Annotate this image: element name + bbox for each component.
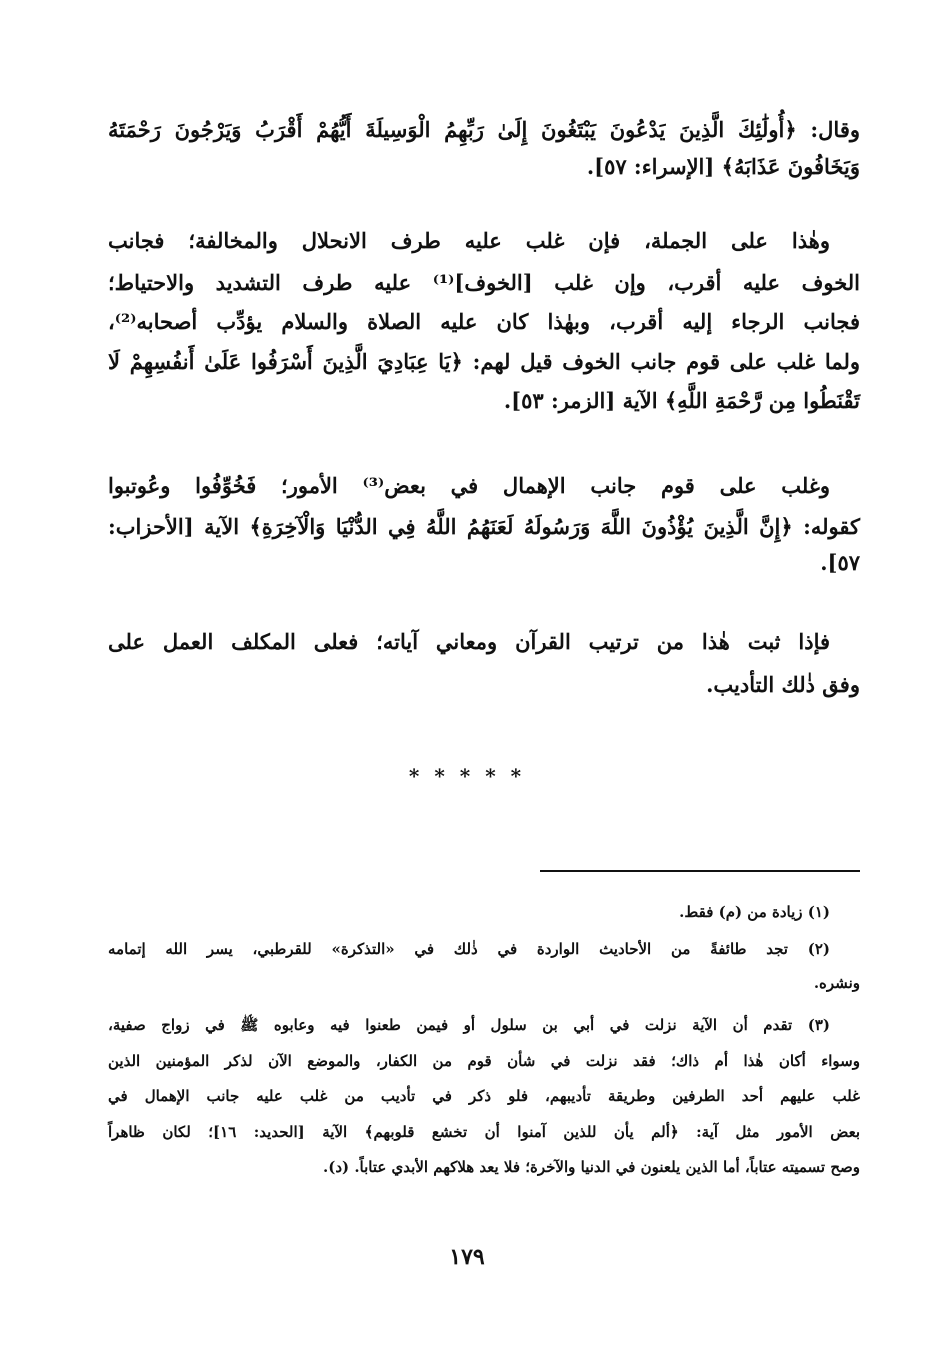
text-line: وقال: ﴿أُولَٰئِكَ الَّذِينَ يَدْعُونَ يَبْتَغُونَ إِلَىٰ رَبِّهِمُ الْوَسِيلَةَ أَيُّهُمْ أَقْرَبُ وَيَرْجُونَ رَحْمَتَهُ xyxy=(108,117,860,142)
page-number: ١٧٩ xyxy=(449,1244,485,1270)
footnote-line: (١) زيادة من (م) فقط. xyxy=(679,903,830,921)
footnote-line: وسواء أكان هٰذا أم ذاك؛ فقد نزلت في شأن قوم من الكفار، والموضع الآن لذكر المؤمنين الذين xyxy=(108,1052,860,1070)
text-line: فإذا ثبت هٰذا من ترتيب القرآن ومعاني آياته؛ فعلى المكلف العمل على xyxy=(108,629,830,654)
text-line: وَيَخَافُونَ عَذَابَهُ﴾ [الإسراء: ٥٧]. xyxy=(586,154,860,179)
footnote-line: غلب عليهم أحد الطرفين وطريقة تأديبهم، فلو ذكر في تأديب من غلب عليه جانب الإهمال في xyxy=(108,1087,860,1105)
footnote-line: وصح تسميته عتاباً، أما الذين يلعنون في الدنيا والآخرة؛ فلا يعد هلاكهم الأبدي عتاباً. (د). xyxy=(323,1158,860,1176)
footnote-divider xyxy=(540,870,860,872)
text-line: وهٰذا على الجملة، فإن غلب عليه طرف الانحلال والمخالفة؛ فجانب xyxy=(108,228,830,253)
text-line: كقوله: ﴿إِنَّ الَّذِينَ يُؤْذُونَ اللَّهَ وَرَسُولَهُ لَعَنَهُمُ اللَّهُ فِي الدُّنْيَا وَالْآخِرَةِ﴾ الآية [الأحزاب: xyxy=(108,514,860,539)
text-line: تَقْنَطُوا مِن رَّحْمَةِ اللَّهِ﴾ الآية [الزمر: ٥٣]. xyxy=(503,388,860,413)
text-line: الخوف عليه أقرب، وإن غلب [الخوف]⁽¹⁾ عليه طرف التشديد والاحتياط؛ xyxy=(108,270,860,295)
text-line: فجانب الرجاء إليه أقرب، وبهٰذا كان عليه الصلاة والسلام يؤدِّب أصحابه⁽²⁾، xyxy=(108,309,860,334)
text-line: وفق ذٰلك التأديب. xyxy=(706,672,860,697)
footnote-line: (٢) تجد طائفةً من الأحاديث الواردة في ذٰلك في «التذكرة» للقرطبي، يسر الله إتمامه xyxy=(108,940,830,958)
section-separator: * * * * * xyxy=(408,764,526,788)
footnote-line: (٣) تقدم أن الآية نزلت في أبي بن سلول أو فيمن طعنوا فيه وعابوه ﷺ في زواج صفية، xyxy=(108,1016,830,1034)
footnote-line: ونشره. xyxy=(813,974,860,992)
text-line: ٥٧]. xyxy=(820,550,860,575)
text-line: وغلب على قوم جانب الإهمال في بعض⁽³⁾ الأمور؛ فَخُوِّفُوا وعُوتبوا xyxy=(108,473,830,498)
footnote-line: بعض الأمور مثل آية: ﴿ألم يأن للذين آمنوا أن تخشع قلوبهم﴾ الآية [الحديد: ١٦]؛ لكان ظاهراً xyxy=(108,1123,860,1141)
text-line: ولما غلب على قوم جانب الخوف قيل لهم: ﴿يَا عِبَادِيَ الَّذِينَ أَسْرَفُوا عَلَىٰ أَنفُسِهِمْ لَا xyxy=(108,349,861,374)
